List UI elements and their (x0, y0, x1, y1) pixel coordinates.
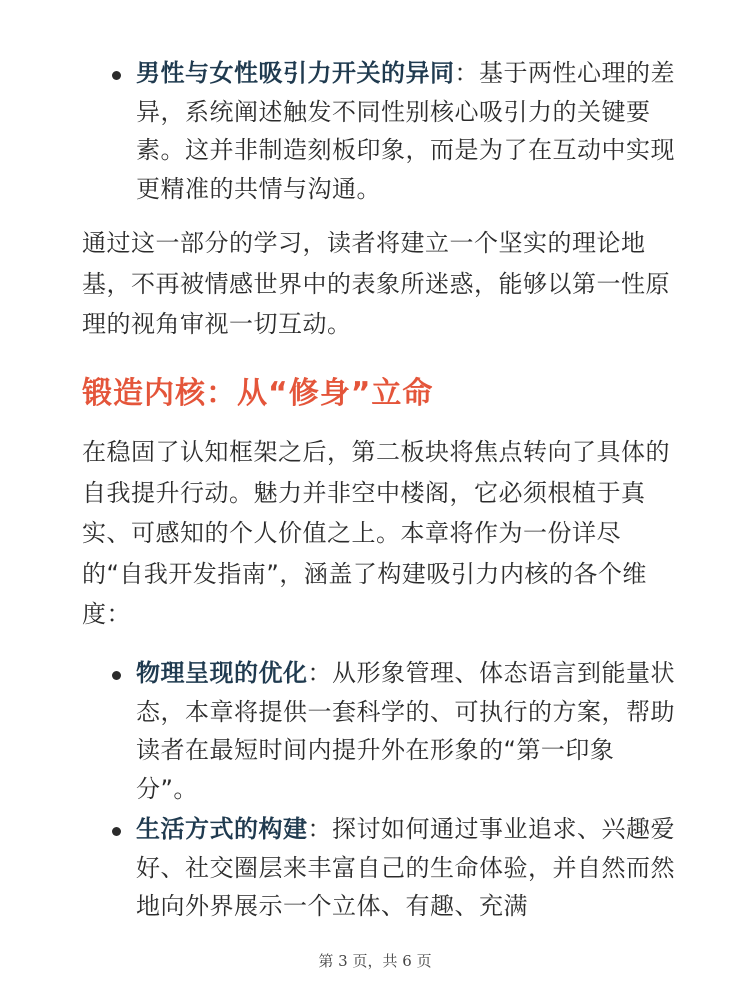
page-number: 第 3 页，共 6 页 (318, 952, 432, 970)
bullet-text: ：从形象管理、体态语言到能量状态，本章将提供一套科学的、可执行的方案，帮助读者在最短时间内提升外在形象的“第一印象分”。 (136, 659, 675, 803)
bullet-text: ：基于两性心理的差异，系统阐述触发不同性别核心吸引力的关键要素。这并非制造刻板印象，而是为了在互动中实现更精准的共情与沟通。 (136, 59, 675, 203)
section-heading: 锻造内核：从“修身”立命 (82, 376, 434, 411)
bullet-dot (112, 71, 121, 80)
list-item (136, 54, 676, 208)
paragraph: 通过这一部分的学习，读者将建立一个坚实的理论地基，不再被情感世界中的表象所迷惑，能够以第一性原理的视角审视一切互动。 (82, 229, 670, 338)
bullet-title: 生活方式的构建 (136, 815, 308, 843)
bullet-dot (112, 671, 121, 680)
bullet-title: 物理呈现的优化 (136, 659, 308, 687)
list-item (136, 810, 676, 926)
bullet-title: 男性与女性吸引力开关的异同 (136, 59, 455, 87)
bullet-dot (112, 827, 121, 836)
list-item (136, 654, 676, 808)
bullet-text: ：探讨如何通过事业追求、兴趣爱好、社交圈层来丰富自己的生命体验，并自然而然地向外界展示一个立体、有趣、充满 (136, 815, 675, 920)
paragraph: 在稳固了认知框架之后，第二板块将焦点转向了具体的自我提升行动。魅力并非空中楼阁，它必须根植于真实、可感知的个人价值之上。本章将作为一份详尽的“自我开发指南”，涵盖了构建吸引力内核的各个维度： (82, 438, 670, 628)
